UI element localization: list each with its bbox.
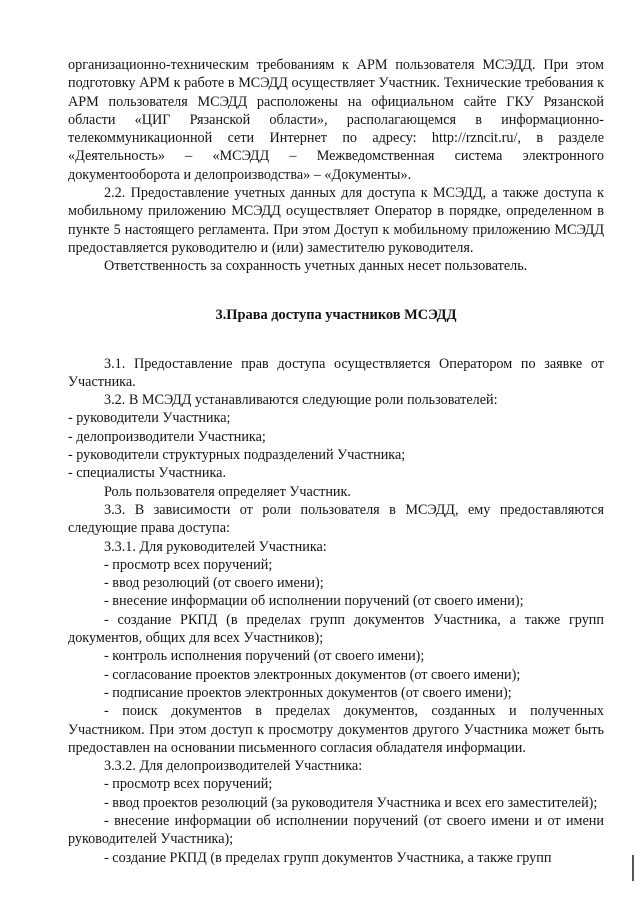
list-item-role: - делопроизводители Участника; (68, 428, 266, 445)
list-item-right: - поиск документов в пределах документов, созданных и полученных Участником. При этом доступ к просмотру документов другого Участника может быть предоставлен на основании письменного согласия обладателя информации. (68, 703, 604, 756)
scan-edge-mark (632, 855, 634, 881)
list-item-right: - ввод резолюций (от своего имени); (104, 575, 324, 592)
paragraph-3-2: 3.2. В МСЭДД устанавливаются следующие роли пользователей: (104, 392, 498, 409)
list-item-right: - просмотр всех поручений; (104, 776, 273, 793)
list-item-right: - согласование проектов электронных документов (от своего имени); (104, 666, 521, 683)
paragraph-2-2: 2.2. Предоставление учетных данных для доступа к МСЭДД, а также доступа к мобильному приложению МСЭДД осуществляет Оператор в порядке, определенном в пункте 5 настоящего регламента. При этом Доступ к мобильному приложению МСЭДД предоставляется руководителю и (или) заместителю руководителя. (68, 185, 604, 256)
list-item-right: - внесение информации об исполнении поручений (от своего имени и от имени руководителей Участника); (68, 812, 604, 848)
list-item-right: - контроль исполнения поручений (от своего имени); (104, 648, 425, 665)
list-item-role: - руководители Участника; (68, 410, 231, 427)
list-item-right: - просмотр всех поручений; (104, 556, 273, 573)
list-item-right: - создание РКПД (в пределах групп документов Участника, а также групп документов, общих для всех Участников); (68, 611, 604, 647)
list-item-role: - руководители структурных подразделений Участника; (68, 447, 406, 464)
list-item-right: - подписание проектов электронных документов (от своего имени); (104, 684, 512, 701)
list-item-right: - создание РКПД (в пределах групп документов Участника, а также групп (104, 849, 552, 866)
paragraph-technical-requirements: организационно-техническим требованиям к АРМ пользователя МСЭДД. При этом подготовку АРМ к работе в МСЭДД осуществляет Участник. Технические требования к АРМ пользователя МСЭДД расположены на официальном сайте ГКУ Рязанской области «ЦИГ Рязанской области», располагающемся в информационно-телекоммуникационной сети Интернет по адресу: http://rzncit.ru/, в разделе «Деятельность» – «МСЭДД – Межведомственная система электронного документооборота и делопроизводства» – «Документы». (68, 57, 604, 183)
list-item-role: - специалисты Участника. (68, 465, 226, 482)
paragraph-role-defined: Роль пользователя определяет Участник. (104, 483, 351, 500)
document-page (68, 56, 604, 867)
list-item-right: - внесение информации об исполнении поручений (от своего имени); (104, 593, 524, 610)
section-heading: 3.Права доступа участников МСЭДД (215, 306, 457, 323)
paragraph-responsibility: Ответственность за сохранность учетных данных несет пользователь. (104, 258, 528, 275)
paragraph-3-3-1: 3.3.1. Для руководителей Участника: (104, 538, 327, 555)
paragraph-3-1: 3.1. Предоставление прав доступа осуществляется Оператором по заявке от Участника. (68, 355, 604, 390)
paragraph-3-3-2: 3.3.2. Для делопроизводителей Участника: (104, 758, 363, 775)
paragraph-3-3: 3.3. В зависимости от роли пользователя в МСЭДД, ему предоставляются следующие права доступа: (68, 501, 604, 537)
list-item-right: - ввод проектов резолюций (за руководителя Участника и всех его заместителей); (104, 794, 598, 811)
